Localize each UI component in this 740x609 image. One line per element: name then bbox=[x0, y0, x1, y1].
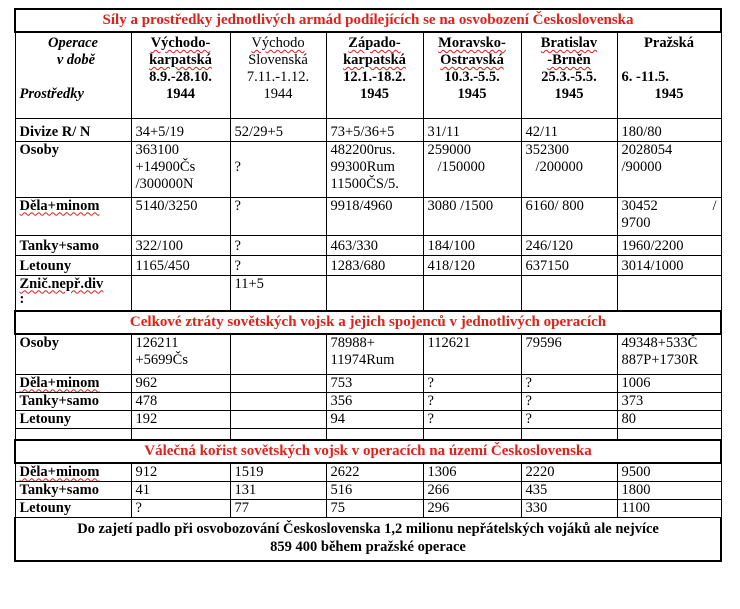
cell: ? bbox=[521, 392, 617, 410]
cell: 34+5/19 bbox=[131, 118, 230, 141]
cell: 73+5/36+5 bbox=[326, 118, 423, 141]
note-cell bbox=[15, 517, 721, 561]
cell bbox=[423, 275, 521, 311]
s1-row-tanky bbox=[15, 235, 721, 255]
row-label: Letouny bbox=[15, 255, 131, 275]
header-corner-cell bbox=[15, 32, 131, 118]
s2-row-tanky bbox=[15, 392, 721, 410]
cell: 246/120 bbox=[521, 235, 617, 255]
note-line-1: Do zajetí padlo při osvobozování Československa 1,2 milionu nepřátelských vojáků ale nejvíce bbox=[77, 520, 659, 537]
cell-line: 11974Rum bbox=[330, 352, 395, 368]
row-label: Letouny bbox=[15, 499, 131, 517]
row-label: Letouny bbox=[15, 410, 131, 428]
cell-line: 78988+ bbox=[330, 335, 375, 351]
cell: 184/100 bbox=[423, 235, 521, 255]
s2-row-osoby bbox=[15, 334, 721, 374]
cell: 1306 bbox=[423, 463, 521, 482]
section3-title: Válečná kořist sovětských vojsk v operacích na území Československa bbox=[15, 440, 721, 463]
header-operace: Operace bbox=[48, 35, 98, 51]
cell: 180/80 bbox=[617, 118, 721, 141]
cell bbox=[326, 141, 423, 197]
cell: 356 bbox=[326, 392, 423, 410]
cell-line: 482200rus. bbox=[330, 141, 396, 158]
op-year: 1945 bbox=[360, 86, 389, 102]
cell: 1283/680 bbox=[326, 255, 423, 275]
op-date: 6. -11.5. bbox=[621, 69, 670, 85]
header-op-1 bbox=[131, 32, 230, 118]
cell-line: 9700 bbox=[621, 214, 651, 231]
cell: 77 bbox=[230, 499, 326, 517]
s3-row-dela bbox=[15, 463, 721, 482]
cell: 41 bbox=[131, 481, 230, 499]
cell bbox=[617, 141, 721, 197]
row-label bbox=[15, 275, 131, 311]
cell: ? bbox=[423, 374, 521, 392]
cell bbox=[230, 334, 326, 374]
row-label: Osoby bbox=[15, 141, 131, 197]
op-date: 7.11.-1.12. bbox=[246, 69, 310, 85]
cell-part: / bbox=[712, 197, 717, 214]
header-v-dobe: v době bbox=[56, 52, 96, 68]
cell: 637150 bbox=[521, 255, 617, 275]
row-label-text-2: : bbox=[19, 290, 25, 307]
header-prostredky: Prostředky bbox=[19, 86, 84, 102]
cell: 1960/2200 bbox=[617, 235, 721, 255]
cell: 1165/450 bbox=[131, 255, 230, 275]
section2-title: Celkové ztráty sovětských vojsk a jejich spojenců v jednotlivých operacích bbox=[15, 311, 721, 334]
cell: 418/120 bbox=[423, 255, 521, 275]
cell-line: 259000 bbox=[427, 141, 471, 158]
cell: 79596 bbox=[521, 334, 617, 374]
header-op-2 bbox=[230, 32, 326, 118]
row-label-text: Znič.nepř.div bbox=[19, 275, 104, 292]
cell: 322/100 bbox=[131, 235, 230, 255]
cell: 1100 bbox=[617, 499, 721, 517]
cell bbox=[230, 410, 326, 428]
cell: 42/11 bbox=[521, 118, 617, 141]
note-line-2: 859 400 během pražské operace bbox=[270, 538, 466, 555]
op-name-line1: Pražská bbox=[644, 35, 694, 51]
cell bbox=[131, 334, 230, 374]
cell: 75 bbox=[326, 499, 423, 517]
cell: 962 bbox=[131, 374, 230, 392]
cell bbox=[326, 275, 423, 311]
cell: 2622 bbox=[326, 463, 423, 482]
cell: ? bbox=[131, 499, 230, 517]
cell: 330 bbox=[521, 499, 617, 517]
op-date: 10.3.-5.5. bbox=[444, 69, 500, 85]
op-name-line2: Ostravská bbox=[440, 52, 504, 68]
row-label: Tanky+samo bbox=[15, 235, 131, 255]
row-label: Osoby bbox=[15, 334, 131, 374]
cell bbox=[230, 374, 326, 392]
cell: 9918/4960 bbox=[326, 197, 423, 235]
cell: ? bbox=[230, 255, 326, 275]
op-year: 1945 bbox=[554, 86, 584, 102]
s2-row-dela bbox=[15, 374, 721, 392]
s1-row-osoby bbox=[15, 141, 721, 197]
cell: 516 bbox=[326, 481, 423, 499]
cell: 912 bbox=[131, 463, 230, 482]
cell: 266 bbox=[423, 481, 521, 499]
cell: ? bbox=[521, 374, 617, 392]
row-label: Tanky+samo bbox=[15, 481, 131, 499]
cell bbox=[131, 275, 230, 311]
s2-spacer-row bbox=[15, 428, 721, 440]
header-op-6 bbox=[617, 32, 721, 118]
header-op-3 bbox=[326, 32, 423, 118]
cell: 31/11 bbox=[423, 118, 521, 141]
cell: 478 bbox=[131, 392, 230, 410]
cell-line: 99300Rum bbox=[330, 158, 395, 175]
op-name-line2 bbox=[622, 52, 717, 69]
op-name-line1: Moravsko- bbox=[438, 35, 506, 51]
row-label-text: Děla+minom bbox=[19, 197, 100, 214]
cell: 131 bbox=[230, 481, 326, 499]
cell: 435 bbox=[521, 481, 617, 499]
cell: ? bbox=[423, 392, 521, 410]
cell-line: /300000N bbox=[135, 175, 194, 192]
cell-line bbox=[622, 198, 717, 215]
liberation-table bbox=[14, 8, 722, 562]
cell bbox=[230, 392, 326, 410]
s2-row-letouny bbox=[15, 410, 721, 428]
cell-line: +14900Čs bbox=[135, 158, 196, 175]
cell-line: /150000 bbox=[437, 158, 486, 175]
cell-line: /90000 bbox=[621, 158, 662, 175]
cell: ? bbox=[423, 410, 521, 428]
cell bbox=[230, 141, 326, 197]
cell bbox=[326, 334, 423, 374]
cell: ? bbox=[230, 197, 326, 235]
s1-row-znic bbox=[15, 275, 721, 311]
op-name-line2: karpatská bbox=[149, 52, 212, 68]
cell: 2220 bbox=[521, 463, 617, 482]
cell: ? bbox=[230, 235, 326, 255]
cell: 192 bbox=[131, 410, 230, 428]
cell bbox=[131, 141, 230, 197]
cell: ? bbox=[521, 410, 617, 428]
cell: 80 bbox=[617, 410, 721, 428]
cell: 9500 bbox=[617, 463, 721, 482]
row-label bbox=[15, 197, 131, 235]
op-year: 1945 bbox=[654, 86, 684, 102]
cell-line: 2028054 bbox=[621, 141, 673, 158]
row-label-text: Děla+minom bbox=[19, 463, 100, 480]
op-year: 1944 bbox=[166, 86, 195, 102]
op-date: 8.9.-28.10. bbox=[149, 69, 212, 85]
cell bbox=[617, 197, 721, 235]
s3-row-tanky bbox=[15, 481, 721, 499]
cell: 373 bbox=[617, 392, 721, 410]
header-row bbox=[15, 32, 721, 118]
s3-row-letouny bbox=[15, 499, 721, 517]
op-name-line2: Slovenská bbox=[248, 52, 308, 68]
row-label bbox=[15, 463, 131, 482]
cell: 3014/1000 bbox=[617, 255, 721, 275]
cell bbox=[617, 334, 721, 374]
cell-line: 49348+533Č bbox=[621, 335, 698, 351]
op-name-line1: Bratislav bbox=[540, 35, 598, 51]
op-name-line2: karpatská bbox=[343, 52, 406, 68]
s1-row-dela bbox=[15, 197, 721, 235]
section1-title-row bbox=[15, 9, 721, 32]
cell: 112621 bbox=[423, 334, 521, 374]
cell: 94 bbox=[326, 410, 423, 428]
op-name-line1: Západo- bbox=[348, 35, 401, 51]
cell bbox=[423, 141, 521, 197]
section2-title-row bbox=[15, 311, 721, 334]
cell: 463/330 bbox=[326, 235, 423, 255]
cell-line: 11500ČS/5. bbox=[330, 175, 399, 192]
cell-line: +5699Čs bbox=[135, 352, 188, 368]
header-op-5 bbox=[521, 32, 617, 118]
cell: 296 bbox=[423, 499, 521, 517]
op-name-line1: Východo- bbox=[150, 35, 211, 51]
cell-part: 30452 bbox=[621, 197, 658, 214]
op-year: 1944 bbox=[263, 86, 293, 102]
cell-line: 352300 bbox=[525, 141, 569, 158]
cell-line: ? bbox=[234, 158, 241, 175]
op-year: 1945 bbox=[457, 86, 487, 102]
cell: 11+5 bbox=[230, 275, 326, 311]
cell: 5140/3250 bbox=[131, 197, 230, 235]
cell bbox=[521, 275, 617, 311]
row-label: Divize R/ N bbox=[15, 118, 131, 141]
row-label-text: Děla+minom bbox=[19, 374, 100, 391]
cell: 1800 bbox=[617, 481, 721, 499]
cell-line: /200000 bbox=[535, 158, 584, 175]
op-date: 12.1.-18.2. bbox=[343, 69, 406, 85]
cell: 1519 bbox=[230, 463, 326, 482]
s1-row-letouny bbox=[15, 255, 721, 275]
cell bbox=[521, 141, 617, 197]
row-label bbox=[15, 374, 131, 392]
cell: 1006 bbox=[617, 374, 721, 392]
row-label: Tanky+samo bbox=[15, 392, 131, 410]
cell: 3080 /1500 bbox=[423, 197, 521, 235]
op-name-line1: Východo bbox=[251, 35, 305, 51]
cell: 52/29+5 bbox=[230, 118, 326, 141]
cell: 753 bbox=[326, 374, 423, 392]
cell: 6160/ 800 bbox=[521, 197, 617, 235]
op-name-line2: -Brněn bbox=[547, 52, 591, 68]
header-op-4 bbox=[423, 32, 521, 118]
op-date: 25.3.-5.5. bbox=[541, 69, 597, 85]
cell bbox=[617, 275, 721, 311]
document-table-sheet bbox=[14, 8, 720, 562]
cell-line: 126211 bbox=[135, 335, 179, 351]
section1-title: Síly a prostředky jednotlivých armád podílejících se na osvobození Československa bbox=[15, 9, 721, 32]
s1-row-divize bbox=[15, 118, 721, 141]
note-row bbox=[15, 517, 721, 561]
cell-line: 363100 bbox=[135, 141, 179, 158]
cell-line: 887P+1730R bbox=[621, 352, 699, 368]
section3-title-row bbox=[15, 440, 721, 463]
